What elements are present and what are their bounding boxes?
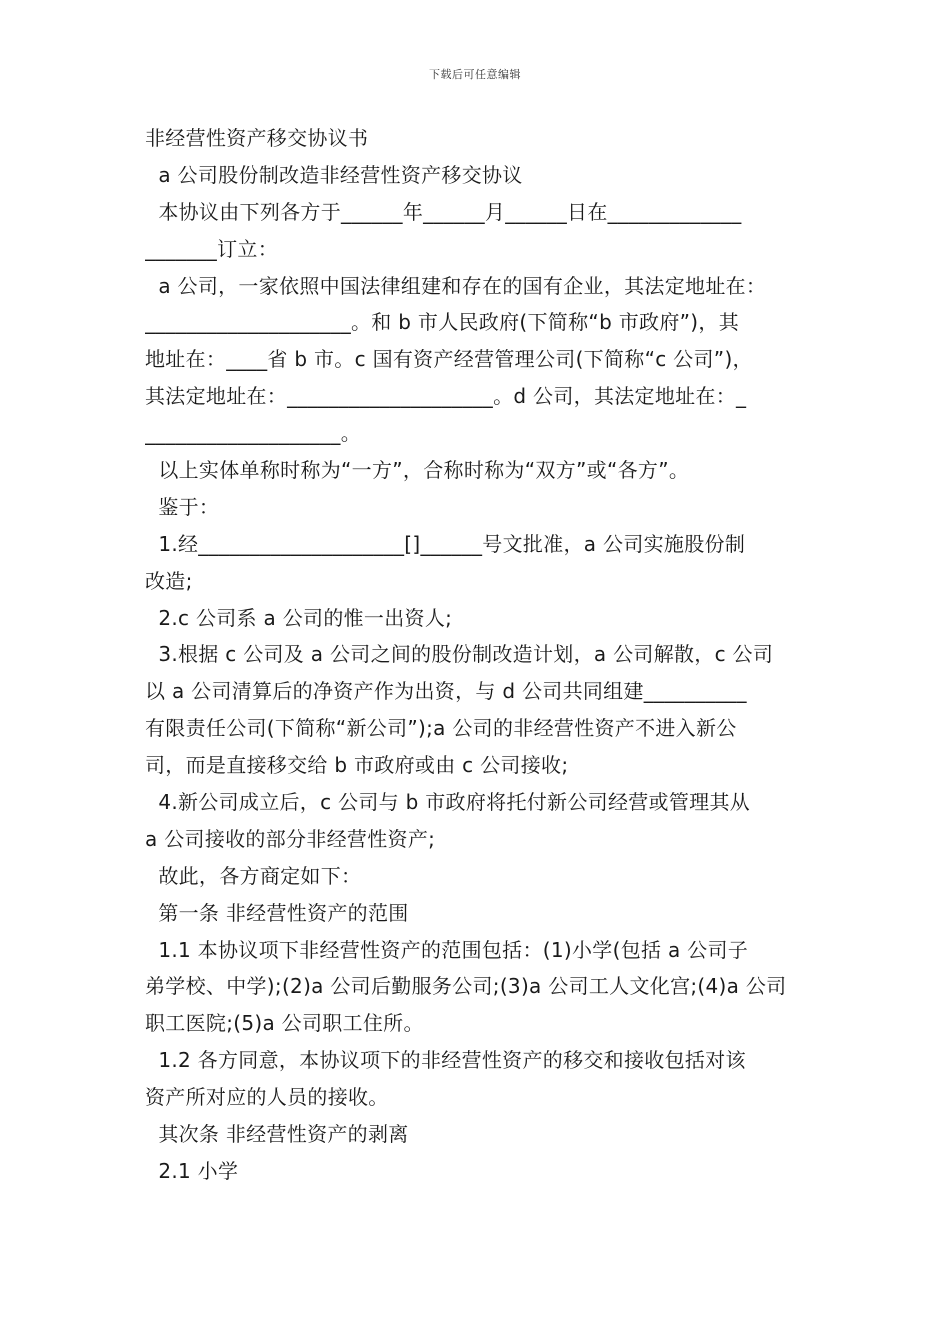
paragraph-line: ____________________。和 b 市人民政府(下简称“b 市政府”)，其 bbox=[145, 310, 739, 335]
article-2-heading: 其次条 非经营性资产的剥离 bbox=[145, 1122, 409, 1147]
paragraph-line: _______订立： bbox=[145, 236, 278, 261]
agreement-subtitle: a 公司股份制改造非经营性资产移交协议 bbox=[145, 162, 523, 187]
clause-1-1: 1.1 本协议项下非经营性资产的范围包括：(1)小学(包括 a 公司子 bbox=[145, 937, 749, 962]
whereas-item-3: 3.根据 c 公司及 a 公司之间的股份制改造计划，a 公司解散，c 公司 bbox=[145, 642, 774, 667]
whereas-item-4: 4.新公司成立后，c 公司与 b 市政府将托付新公司经营或管理其从 bbox=[145, 790, 751, 815]
whereas-heading: 鉴于： bbox=[145, 494, 220, 519]
whereas-item-4-cont: a 公司接收的部分非经营性资产; bbox=[145, 826, 436, 851]
paragraph-line: ___________________。 bbox=[145, 421, 361, 446]
clause-1-1-cont: 弟学校、中学);(2)a 公司后勤服务公司;(3)a 公司工人文化宫;(4)a 公司 bbox=[145, 974, 787, 999]
whereas-item-3-cont: 以 a 公司清算后的净资产作为出资，与 d 公司共同组建__________ bbox=[145, 679, 747, 704]
whereas-item-1: 1.经____________________[]______号文批准，a 公司实施股份制 bbox=[145, 531, 746, 556]
article-1-heading: 第一条 非经营性资产的范围 bbox=[145, 900, 409, 925]
document-body bbox=[145, 120, 810, 1190]
page-header-note: 下载后可任意编辑 bbox=[429, 68, 521, 81]
paragraph-line: a 公司，一家依照中国法律组建和存在的国有企业，其法定地址在： bbox=[145, 273, 767, 298]
paragraph-line: 地址在：____省 b 市。c 国有资产经营管理公司(下简称“c 公司”)， bbox=[145, 347, 753, 372]
whereas-item-2: 2.c 公司系 a 公司的惟一出资人; bbox=[145, 605, 453, 630]
clause-1-2: 1.2 各方同意，本协议项下的非经营性资产的移交和接收包括对该 bbox=[145, 1048, 746, 1073]
clause-1-2-cont: 资产所对应的人员的接收。 bbox=[145, 1085, 389, 1110]
paragraph-line: 其法定地址在：____________________。d 公司，其法定地址在：_ bbox=[145, 384, 747, 409]
paragraph-line: 本协议由下列各方于______年______月______日在_____________ bbox=[145, 199, 742, 224]
whereas-item-3-cont: 有限责任公司(下简称“新公司”);a 公司的非经营性资产不进入新公 bbox=[145, 716, 737, 741]
document-title: 非经营性资产移交协议书 bbox=[145, 126, 369, 150]
clause-1-1-cont: 职工医院;(5)a 公司职工住所。 bbox=[145, 1011, 424, 1036]
agreement-intro: 故此，各方商定如下： bbox=[145, 863, 362, 888]
whereas-item-1-cont: 改造; bbox=[145, 568, 193, 593]
whereas-item-3-cont: 司，而是直接移交给 b 市政府或由 c 公司接收; bbox=[145, 753, 569, 778]
clause-2-1: 2.1 小学 bbox=[145, 1158, 239, 1183]
paragraph-line: 以上实体单称时称为“一方”，合称时称为“双方”或“各方”。 bbox=[145, 458, 690, 483]
